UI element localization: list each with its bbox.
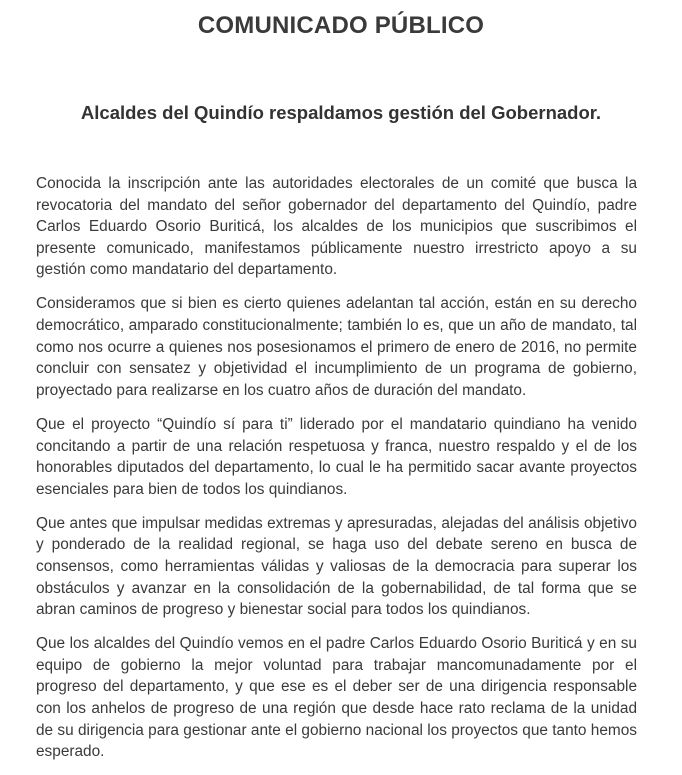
paragraph-5: Que los alcaldes del Quindío vemos en el padre Carlos Eduardo Osorio Buriticá y en su equipo de gobierno la mejor voluntad para trabajar mancomunadamente por el progreso del departamento, y que ese es el deber ser de una dirigencia responsable con los anhelos de progreso de una región que desde hace rato reclama de la unidad de su dirigencia para gestionar ante el gobierno nacional los proyectos que tanto hemos esperado. xyxy=(36,635,637,761)
document-body xyxy=(36,173,637,775)
paragraph-3: Que el proyecto “Quindío sí para ti” liderado por el mandatario quindiano ha venido concitando a partir de una relación respetuosa y franca, nuestro respaldo y el de los honorables diputados del departamento, lo cual le ha permitido sacar avante proyectos esenciales para bien de todos los quindianos. xyxy=(36,415,637,498)
paragraph-2: Consideramos que si bien es cierto quienes adelantan tal acción, están en su derecho democrático, amparado constitucionalmente; también lo es, que un año de mandato, tal como nos ocurre a quienes nos posesionamos el primero de enero de 2016, no permite concluir con sensatez y objetividad el incumplimiento de un programa de gobierno, proyectado para realizarse en los cuatro años de duración del mandato. xyxy=(36,295,637,399)
document-title: COMUNICADO PÚBLICO xyxy=(197,12,485,39)
paragraph-1: Conocida la inscripción ante las autoridades electorales de un comité que busca la revocatoria del mandato del señor gobernador del departamento del Quindío, padre Carlos Eduardo Osorio Buriticá, los alcaldes de los municipios que suscribimos el presente comunicado, manifestamos públicamente nuestro irrestricto apoyo a su gestión como mandatario del departamento. xyxy=(36,175,637,279)
paragraph-4: Que antes que impulsar medidas extremas y apresuradas, alejadas del análisis objetivo y ponderado de la realidad regional, se haga uso del debate sereno en busca de consensos, como herramientas válidas y valiosas de la democracia para superar los obstáculos y avanzar en la consolidación de la gobernabilidad, de tal forma que se abran caminos de progreso y bienestar social para todos los quindianos. xyxy=(36,514,637,619)
document-subtitle: Alcaldes del Quindío respaldamos gestión del Gobernador. xyxy=(80,102,602,123)
